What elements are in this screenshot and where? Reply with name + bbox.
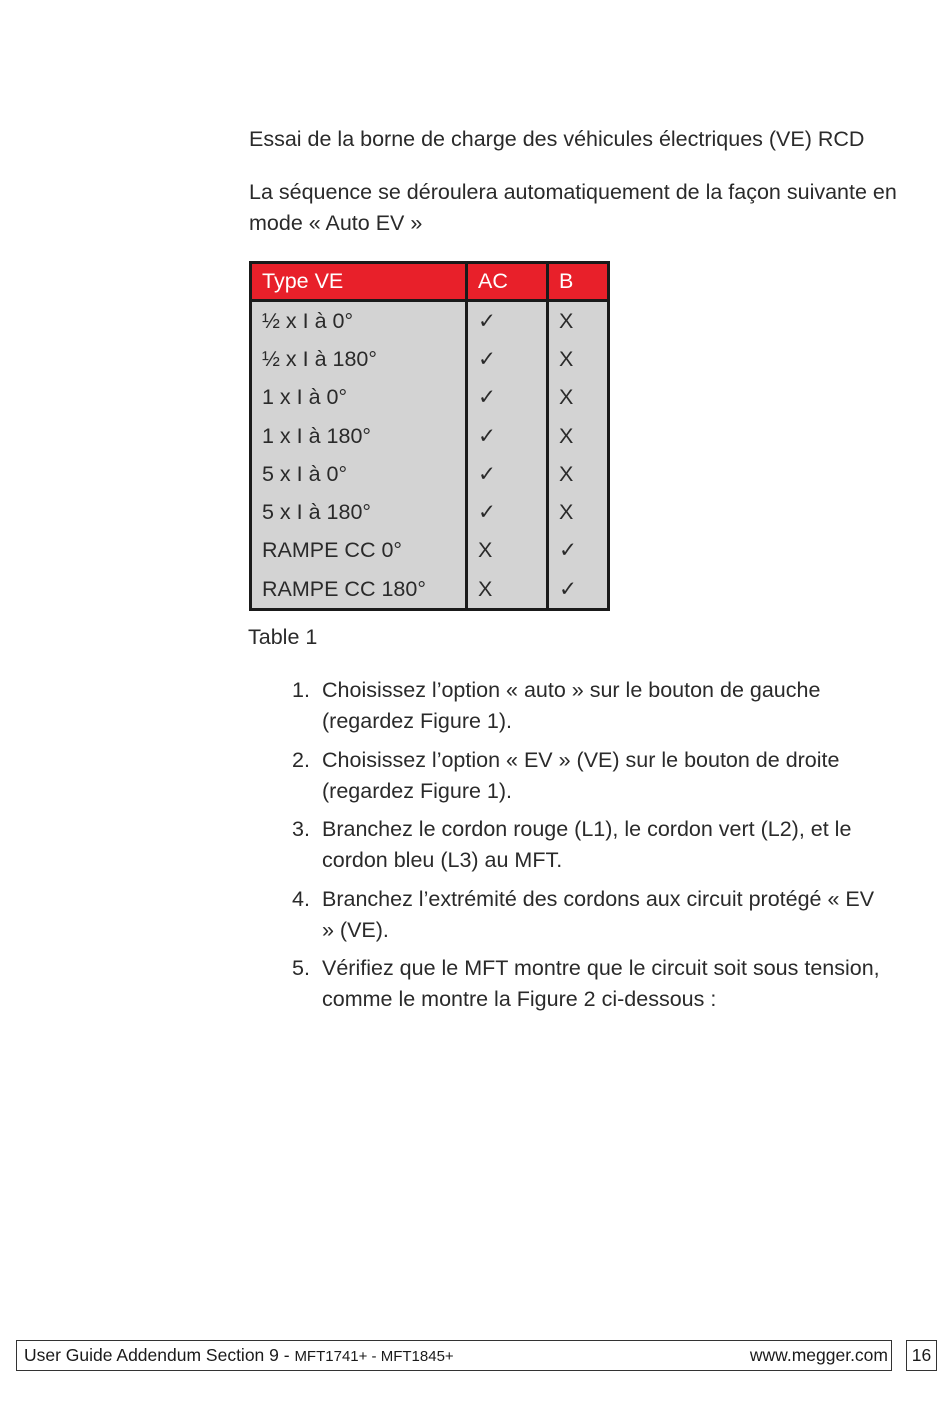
cell-type: RAMPE CC 180° <box>251 570 467 610</box>
step-number: 1. <box>292 678 310 703</box>
table-row <box>251 493 609 531</box>
step-number: 2. <box>292 747 310 772</box>
cell-b: X <box>548 340 609 378</box>
cell-type: 1 x I à 0° <box>251 379 467 417</box>
intro-paragraph: La séquence se déroulera automatiquement de la façon suivante en mode « Auto EV » <box>249 180 897 235</box>
step-text: Choisissez l’option « EV » (VE) sur le bouton de droite (regardez Figure 1). <box>322 747 840 803</box>
header-b: B <box>548 263 609 301</box>
step-text: Choisissez l’option « auto » sur le bouton de gauche (regardez Figure 1). <box>322 678 821 734</box>
step-text: Vérifiez que le MFT montre que le circuit soit sous tension, comme le montre la Figure 2 ci-dessous : <box>322 956 880 1012</box>
cell-ac: ✓ <box>467 379 548 417</box>
table-row <box>251 340 609 378</box>
list-item <box>292 814 892 876</box>
footer-section-label: User Guide Addendum Section 9 - <box>24 1345 295 1365</box>
table-row <box>251 532 609 570</box>
cell-ac: ✓ <box>467 455 548 493</box>
step-number: 5. <box>292 956 310 981</box>
list-item <box>292 953 892 1015</box>
table-row <box>251 301 609 341</box>
cell-ac: X <box>467 570 548 610</box>
cell-b: ✓ <box>548 570 609 610</box>
footer-url: www.megger.com <box>749 1345 888 1365</box>
list-item <box>292 675 892 737</box>
cell-ac: X <box>467 532 548 570</box>
step-text: Branchez l’extrémité des cordons aux circuit protégé « EV » (VE). <box>322 886 875 942</box>
cell-b: X <box>548 455 609 493</box>
section-heading: Essai de la borne de charge des véhicules électriques (VE) RCD <box>249 127 865 151</box>
cell-type: ½ x I à 0° <box>251 301 467 341</box>
procedure-steps <box>292 675 892 1015</box>
ev-test-table <box>249 261 610 611</box>
page-number: 16 <box>906 1340 937 1371</box>
cell-type: 5 x I à 0° <box>251 455 467 493</box>
cell-ac: ✓ <box>467 493 548 531</box>
cell-b: X <box>548 379 609 417</box>
header-ac: AC <box>467 263 548 301</box>
cell-b: X <box>548 301 609 341</box>
cell-ac: ✓ <box>467 417 548 455</box>
list-item <box>292 745 892 807</box>
cell-b: X <box>548 493 609 531</box>
cell-ac: ✓ <box>467 340 548 378</box>
table-caption: Table 1 <box>248 625 318 650</box>
footer-models: MFT1741+ - MFT1845+ <box>294 1348 454 1365</box>
table-header-row <box>251 263 609 301</box>
page-footer <box>16 1340 892 1371</box>
cell-type: 5 x I à 180° <box>251 493 467 531</box>
header-type-ve: Type VE <box>251 263 467 301</box>
list-item <box>292 884 892 946</box>
cell-type: 1 x I à 180° <box>251 417 467 455</box>
cell-b: X <box>548 417 609 455</box>
table-row <box>251 455 609 493</box>
table-row <box>251 570 609 610</box>
footer-title <box>24 1345 454 1366</box>
cell-type: ½ x I à 180° <box>251 340 467 378</box>
step-number: 4. <box>292 886 310 911</box>
page-content <box>249 124 929 1023</box>
table-row <box>251 379 609 417</box>
cell-type: RAMPE CC 0° <box>251 532 467 570</box>
step-number: 3. <box>292 817 310 842</box>
table-row <box>251 417 609 455</box>
cell-ac: ✓ <box>467 301 548 341</box>
cell-b: ✓ <box>548 532 609 570</box>
step-text: Branchez le cordon rouge (L1), le cordon vert (L2), et le cordon bleu (L3) au MFT. <box>322 817 852 873</box>
